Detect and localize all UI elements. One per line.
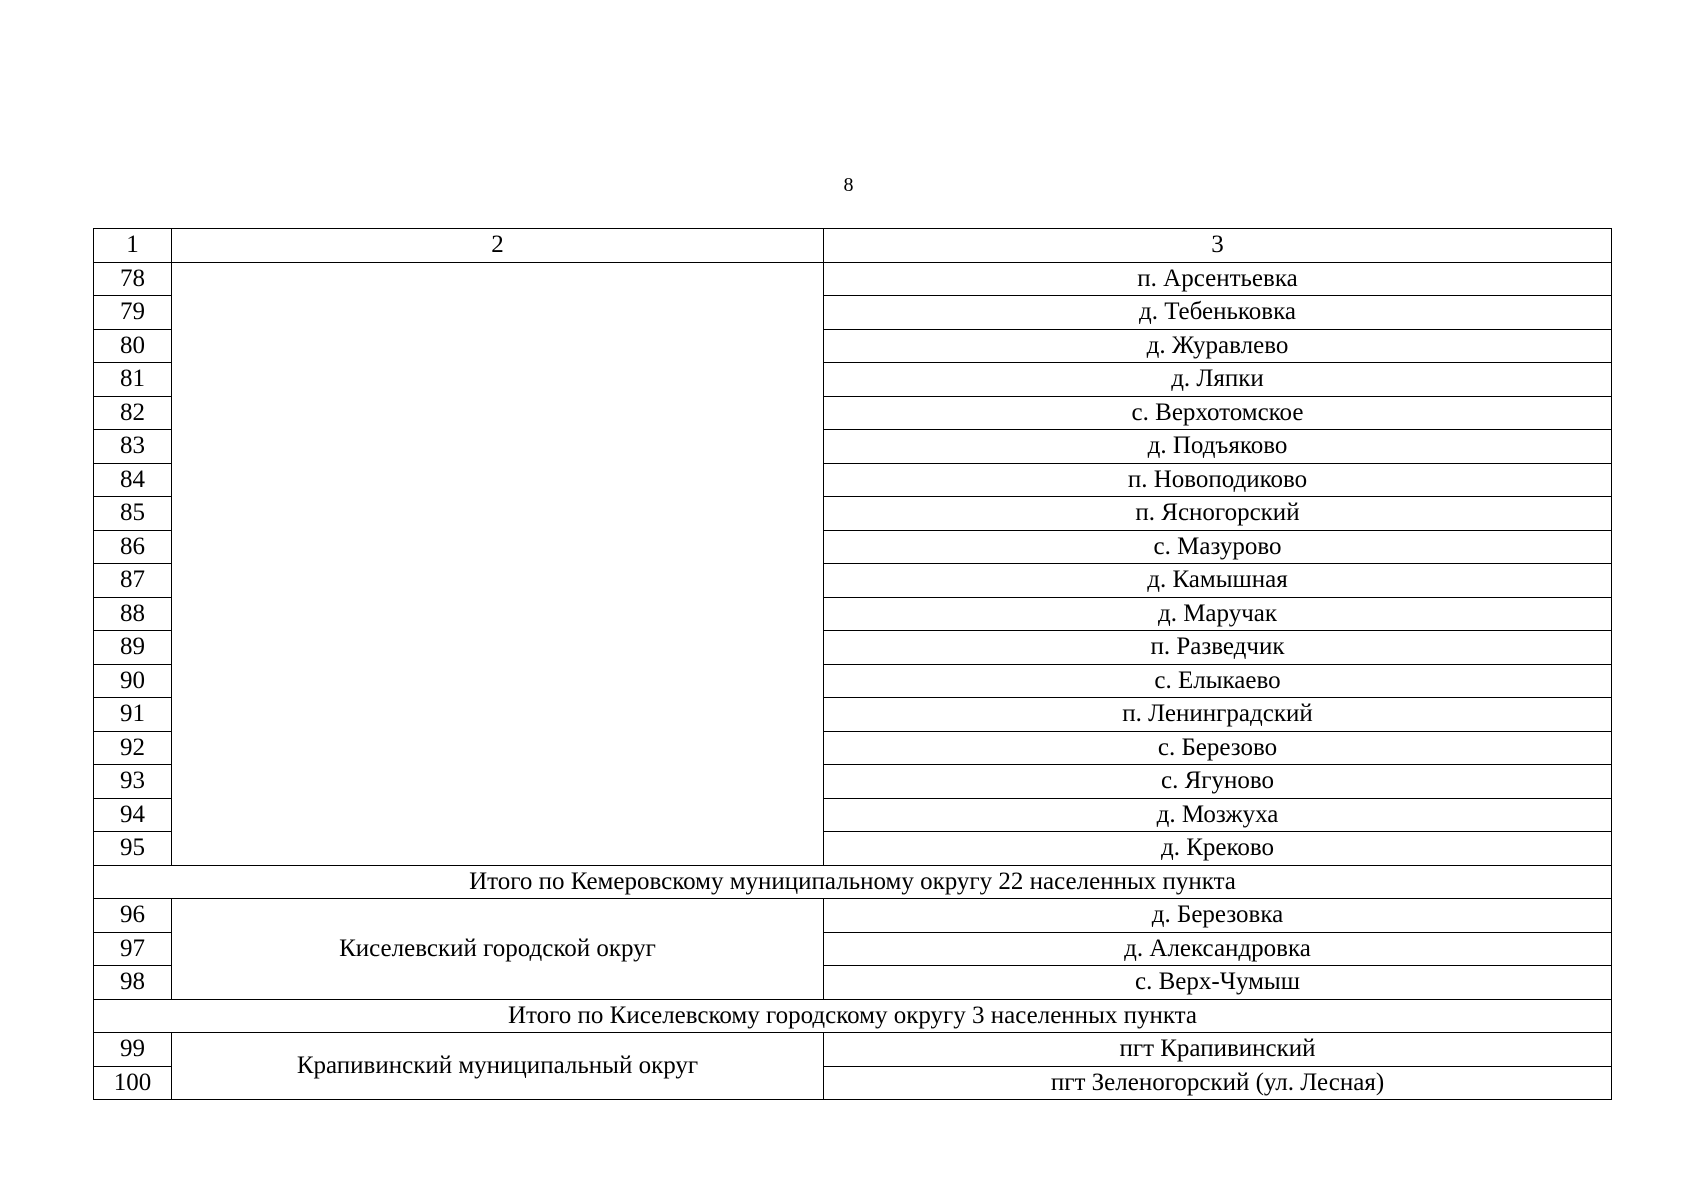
total-row — [94, 999, 1612, 1033]
settlement-cell: с. Верх-Чумыш — [824, 966, 1612, 1000]
row-number: 94 — [94, 798, 172, 832]
row-number: 91 — [94, 698, 172, 732]
row-number: 89 — [94, 631, 172, 665]
district-cell: Киселевский городской округ — [172, 899, 824, 1000]
settlements-table — [93, 228, 1612, 1100]
settlement-cell: д. Тебеньковка — [824, 296, 1612, 330]
total-cell: Итого по Киселевскому городскому округу 3 населенных пункта — [94, 999, 1612, 1033]
settlement-cell: п. Арсентьевка — [824, 262, 1612, 296]
row-number: 78 — [94, 262, 172, 296]
row-number: 88 — [94, 597, 172, 631]
total-cell: Итого по Кемеровскому муниципальному округу 22 населенных пункта — [94, 865, 1612, 899]
header-cell-3: 3 — [824, 229, 1612, 263]
settlement-cell: пгт Зеленогорский (ул. Лесная) — [824, 1066, 1612, 1100]
settlement-cell: п. Ясногорский — [824, 497, 1612, 531]
settlement-cell: с. Ягуново — [824, 765, 1612, 799]
district-cell — [172, 262, 824, 865]
settlement-cell: д. Подъяково — [824, 430, 1612, 464]
row-number: 84 — [94, 463, 172, 497]
row-number: 90 — [94, 664, 172, 698]
row-number: 79 — [94, 296, 172, 330]
settlement-cell: с. Елыкаево — [824, 664, 1612, 698]
row-number: 95 — [94, 832, 172, 866]
table-row — [94, 899, 1612, 933]
settlement-cell: д. Мозжуха — [824, 798, 1612, 832]
settlement-cell: с. Мазурово — [824, 530, 1612, 564]
header-row — [94, 229, 1612, 263]
settlement-cell: д. Журавлево — [824, 329, 1612, 363]
row-number: 93 — [94, 765, 172, 799]
row-number: 97 — [94, 932, 172, 966]
settlement-cell: п. Новоподиково — [824, 463, 1612, 497]
row-number: 87 — [94, 564, 172, 598]
row-number: 83 — [94, 430, 172, 464]
settlement-cell: д. Ляпки — [824, 363, 1612, 397]
settlement-cell: п. Ленинградский — [824, 698, 1612, 732]
table-body — [94, 229, 1612, 1100]
table-row — [94, 262, 1612, 296]
settlement-cell: д. Креково — [824, 832, 1612, 866]
settlement-cell: п. Разведчик — [824, 631, 1612, 665]
row-number: 82 — [94, 396, 172, 430]
row-number: 99 — [94, 1033, 172, 1067]
settlement-cell: с. Верхотомское — [824, 396, 1612, 430]
district-cell: Крапивинский муниципальный округ — [172, 1033, 824, 1100]
settlement-cell: д. Александровка — [824, 932, 1612, 966]
page-number: 8 — [843, 174, 854, 196]
row-number: 92 — [94, 731, 172, 765]
row-number: 85 — [94, 497, 172, 531]
header-cell-1: 1 — [94, 229, 172, 263]
row-number: 98 — [94, 966, 172, 1000]
settlement-cell: д. Маручак — [824, 597, 1612, 631]
row-number: 81 — [94, 363, 172, 397]
table-row — [94, 1033, 1612, 1067]
row-number: 100 — [94, 1066, 172, 1100]
row-number: 96 — [94, 899, 172, 933]
row-number: 86 — [94, 530, 172, 564]
settlement-cell: д. Камышная — [824, 564, 1612, 598]
row-number: 80 — [94, 329, 172, 363]
settlement-cell: пгт Крапивинский — [824, 1033, 1612, 1067]
settlement-cell: д. Березовка — [824, 899, 1612, 933]
header-cell-2: 2 — [172, 229, 824, 263]
total-row — [94, 865, 1612, 899]
settlement-cell: с. Березово — [824, 731, 1612, 765]
